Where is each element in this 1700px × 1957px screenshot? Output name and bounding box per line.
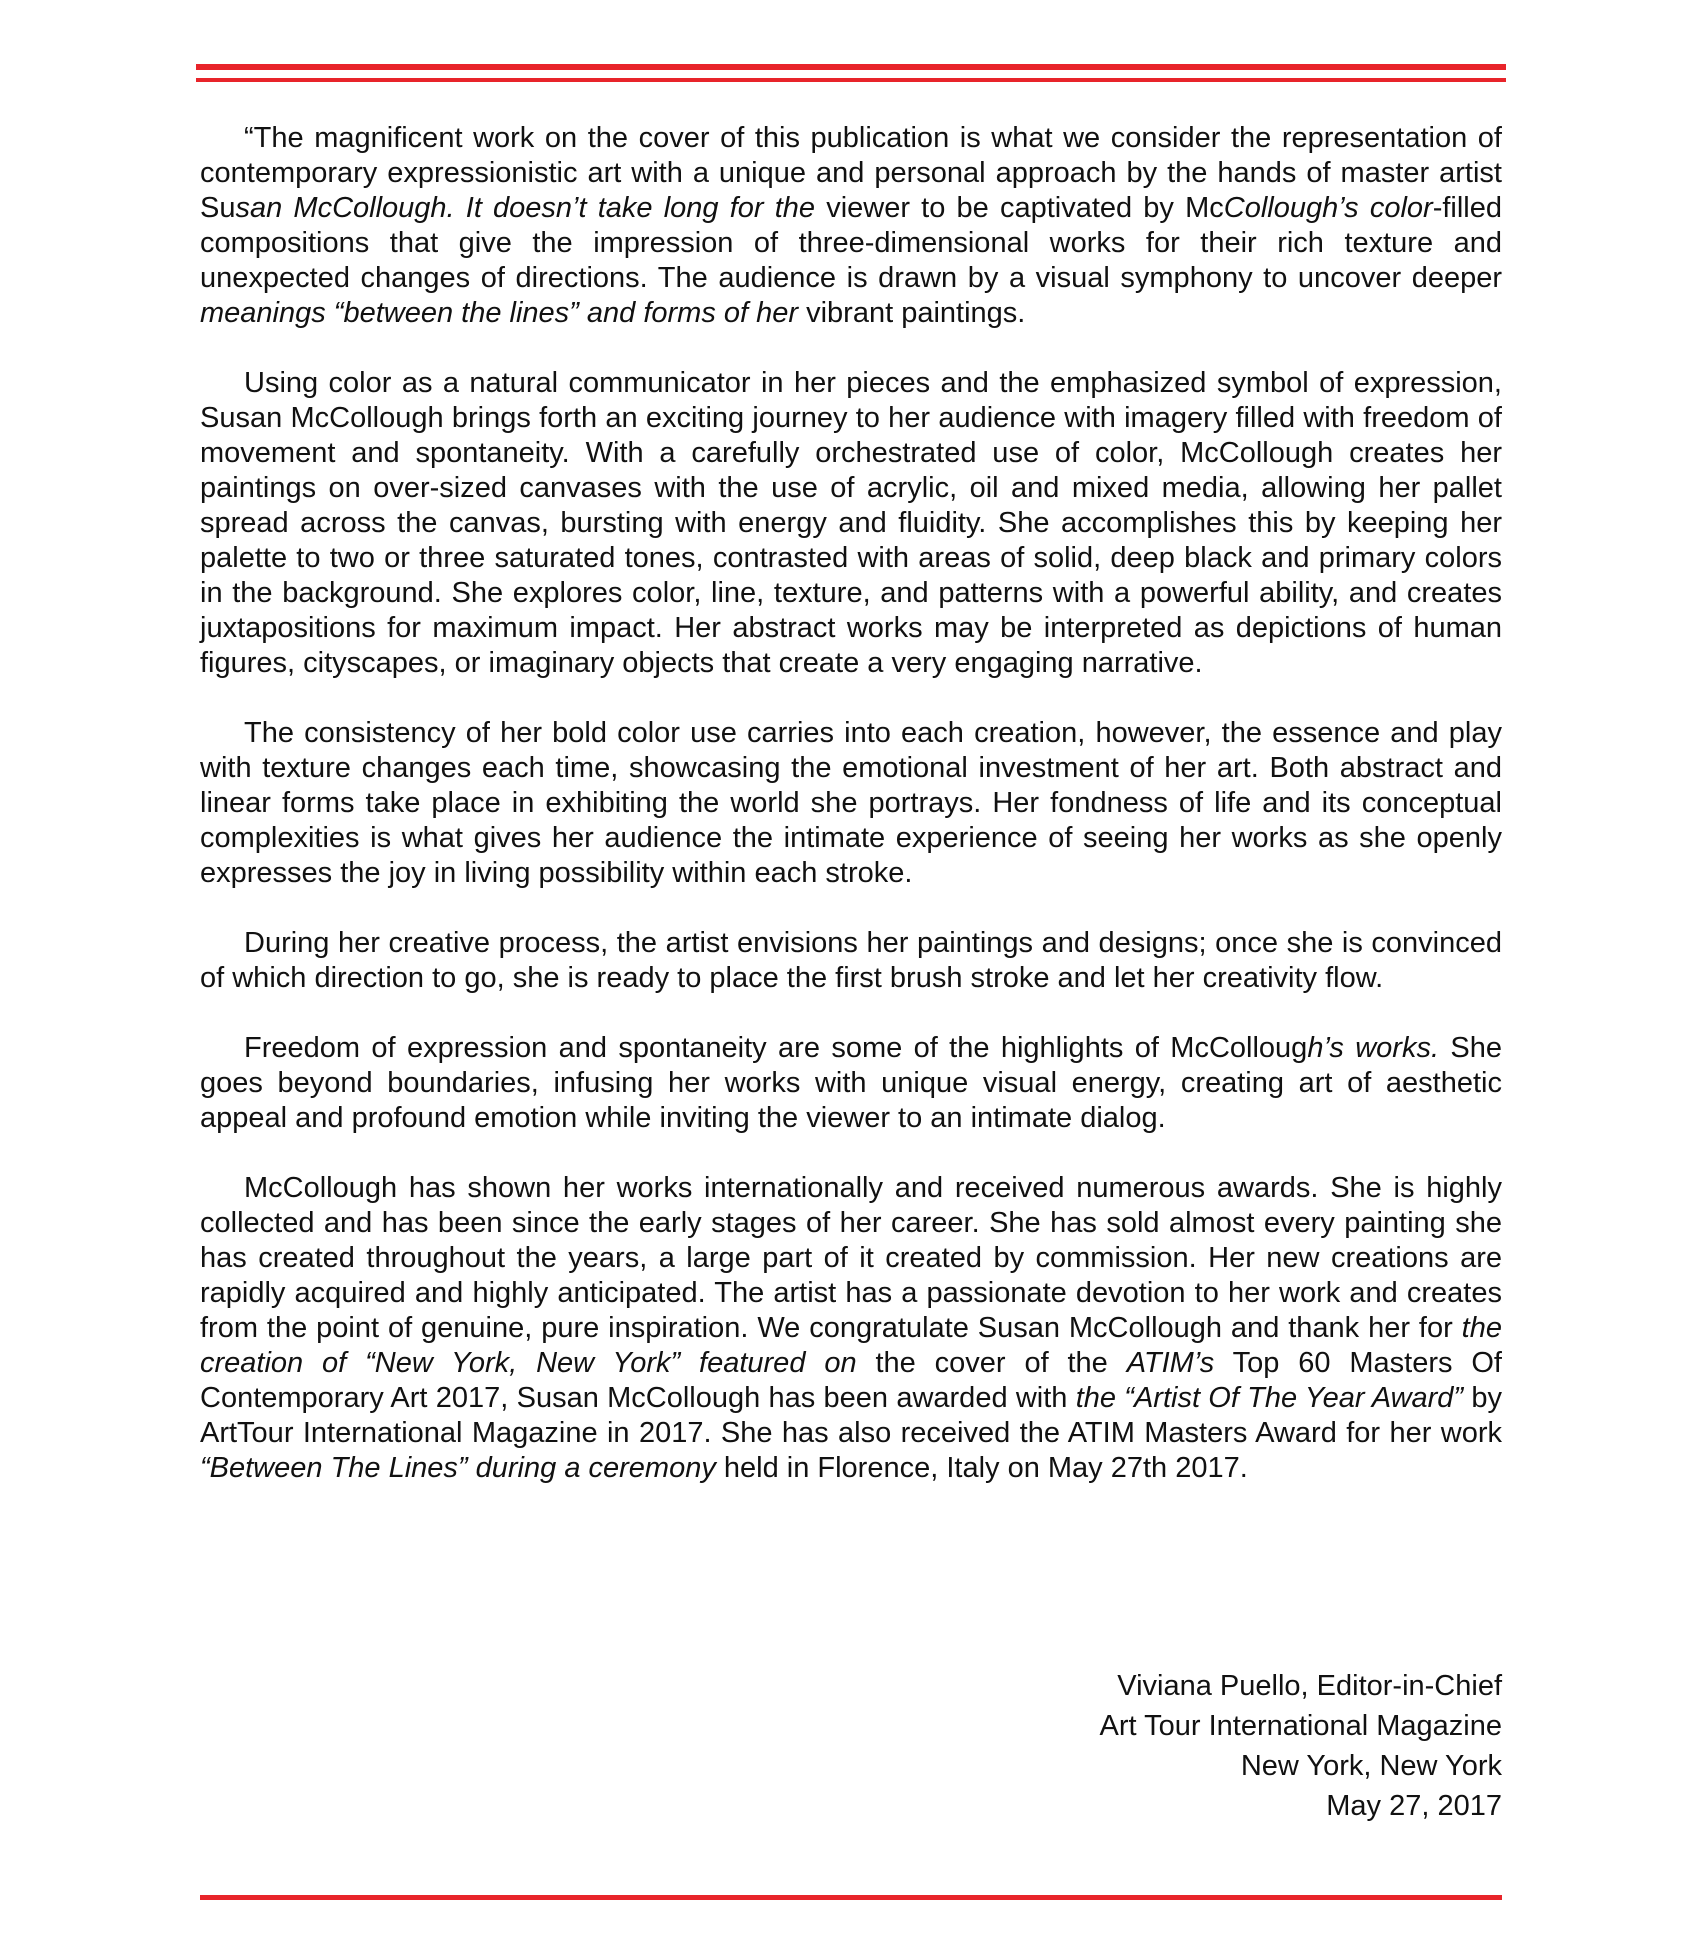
signature-location: New York, New York bbox=[1240, 1750, 1502, 1782]
signature-date: May 27, 2017 bbox=[1326, 1790, 1502, 1822]
text-run: Using color as a natural communicator in her pieces and the emphasized symbol of expression, Susan McCollough brings forth an exciting journey to her audience with imagery filled with freedom of movement and spontaneity. With a carefully orchestrated use of color, McCollough creates her paintings on over-sized canvases with the use of acrylic, oil and mixed media, allowing her pallet spread across the canvas, bursting with energy and fluidity. She accomplishes this by keeping her palette to two or three saturated tones, contrasted with areas of solid, deep black and primary colors in the background. She explores color, line, texture, and patterns with a powerful ability, and creates juxtapositions for maximum impact. Her abstract works may be interpreted as depictions of human figures, cityscapes, or imaginary objects that create a very engaging narrative. bbox=[200, 367, 1502, 679]
text-run: held in Florence, Italy on May 27th 2017. bbox=[715, 1452, 1248, 1484]
italic-text-run: san McCollough. It doesn’t take long for the bbox=[235, 192, 816, 224]
text-run: the cover of the bbox=[856, 1347, 1127, 1379]
text-run: “The magnificent work on the cover of this publication is what we consider the representation of contemporary expressionistic art with a unique and personal approach by the hands of master artist Su bbox=[200, 122, 1502, 224]
italic-text-run: “Between The Lines” during a ceremony bbox=[200, 1452, 716, 1484]
paragraph bbox=[200, 1171, 1502, 1486]
text-run: McCollough has shown her works internationally and received numerous awards. She is highly collected and has been since the early stages of her career. She has sold almost every painting she has created throughout the years, a large part of it created by commission. Her new creations are rapidly acquired and highly anticipated. The artist has a passionate devotion to her work and creates from the point of genuine, pure inspiration. We congratulate Susan McCollough and thank her for bbox=[200, 1172, 1502, 1344]
signature-organization: Art Tour International Magazine bbox=[1099, 1710, 1502, 1742]
italic-text-run: ATIM’s bbox=[1126, 1347, 1215, 1379]
paragraph bbox=[200, 121, 1502, 331]
text-run: vibrant paintings. bbox=[798, 297, 1026, 329]
italic-text-run: the creation of “New York, New York” featured on bbox=[200, 1312, 1502, 1379]
text-run: Freedom of expression and spontaneity are some of the highlights of McColloug bbox=[244, 1032, 1308, 1064]
text-run: She goes beyond boundaries, infusing her works with unique visual energy, creating art of aesthetic appeal and profound emotion while inviting the viewer to an intimate dialog. bbox=[200, 1032, 1503, 1134]
italic-text-run: meanings “between the lines” and forms of her bbox=[200, 297, 799, 329]
text-run: -filled compositions that give the impression of three-dimensional works for their rich texture and unexpected changes of directions. The audience is drawn by a visual symphony to uncover deeper bbox=[200, 192, 1502, 294]
text-run: During her creative process, the artist envisions her paintings and designs; once she is convinced of which direction to go, she is ready to place the first brush stroke and let her creativity flow. bbox=[200, 927, 1502, 994]
italic-text-run: the “Artist Of The Year Award” bbox=[1075, 1382, 1464, 1414]
bottom-rule bbox=[200, 1895, 1502, 1900]
text-run: by ArtTour International Magazine in 2017. She has also received the ATIM Masters Award for her work bbox=[200, 1382, 1502, 1449]
article-body bbox=[200, 121, 1502, 1486]
signature-name: Viviana Puello, Editor-in-Chief bbox=[1117, 1670, 1502, 1702]
text-run: viewer to be captivated by Mc bbox=[815, 192, 1224, 224]
top-rule-thin bbox=[196, 78, 1506, 82]
paragraph bbox=[200, 716, 1502, 891]
text-run: The consistency of her bold color use carries into each creation, however, the essence and play with texture changes each time, showcasing the emotional investment of her art. Both abstract and linear forms take place in exhibiting the world she portrays. Her fondness of life and its conceptual complexities is what gives her audience the intimate experience of seeing her works as she openly expresses the joy in living possibility within each stroke. bbox=[200, 717, 1502, 889]
paragraph bbox=[200, 1031, 1502, 1136]
italic-text-run: Collough’s color bbox=[1223, 192, 1433, 224]
text-run: Top 60 Masters Of Contemporary Art 2017, Susan McCollough has been awarded with bbox=[200, 1347, 1502, 1414]
paragraph bbox=[200, 926, 1502, 996]
signature-block bbox=[1100, 1666, 1502, 1826]
paragraph bbox=[200, 366, 1502, 681]
top-rule-thick bbox=[196, 64, 1506, 70]
italic-text-run: h’s works. bbox=[1307, 1032, 1440, 1064]
